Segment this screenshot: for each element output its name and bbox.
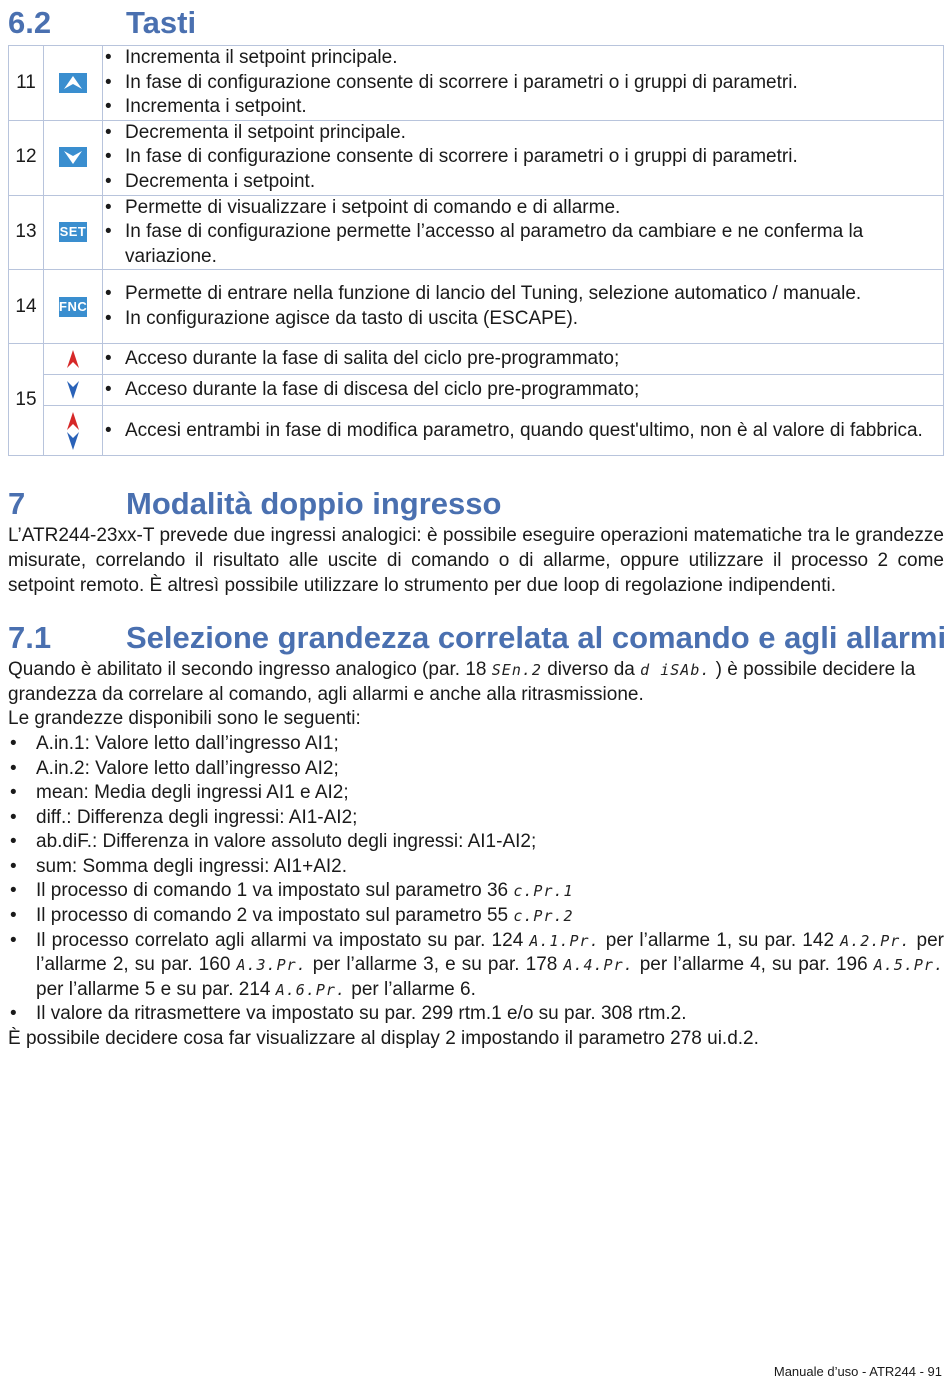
list-item: • Il processo di comando 2 va impostato sul parametro 55 c.Pr.2 — [36, 904, 944, 929]
fnc-key-icon: FNC — [59, 297, 87, 317]
list-item: • Il valore da ritrasmettere va impostato su par. 299 rtm.1 e/o su par. 308 rtm.2. — [36, 1002, 944, 1027]
set-key-icon: SET — [59, 222, 87, 242]
list-item: • Permette di entrare nella funzione di lancio del Tuning, selezione automatico / manuale. — [125, 282, 943, 307]
lcd-param-cpr1: c.Pr.1 — [513, 882, 574, 901]
led-up-down-arrows-icon — [66, 420, 80, 441]
list-item: • Decrementa i setpoint. — [125, 170, 943, 195]
lcd-param-a2pr: A.2.Pr. — [840, 931, 911, 950]
section-heading-7-1 — [8, 618, 947, 658]
lcd-param-a3pr: A.3.Pr. — [236, 956, 307, 975]
list-item: • In fase di configurazione permette l’accesso al parametro da cambiare e ne conferma la variazione. — [125, 220, 943, 269]
section-7-1-intro: Quando è abilitato il secondo ingresso analogico (par. 18 SEn.2 diverso da d iSAb. ) è possibile decidere la grandezza da correlare al comando, agli allarmi e anche alla ritrasmissione. — [8, 659, 916, 705]
lcd-param-a4pr: A.4.Pr. — [563, 956, 634, 975]
list-item: • diff.: Differenza degli ingressi: AI1-AI2; — [36, 806, 944, 831]
table-row — [9, 270, 944, 344]
section-number: 7 — [8, 486, 26, 522]
down-arrow-key-icon — [59, 147, 87, 167]
quantities-list — [8, 732, 944, 1027]
section-heading-7 — [8, 484, 944, 524]
led-up-arrow-icon — [66, 348, 80, 369]
list-item: • mean: Media degli ingressi AI1 e AI2; — [36, 781, 944, 806]
list-item: • Il processo di comando 1 va impostato sul parametro 36 c.Pr.1 — [36, 879, 944, 904]
lcd-param-sen2: SEn.2 — [491, 661, 542, 680]
table-row — [9, 120, 944, 195]
list-item: • In fase di configurazione consente di scorrere i parametri o i gruppi di parametri. — [125, 145, 943, 170]
section-title: Selezione grandezza correlata al comando e agli allarmi — [126, 620, 947, 656]
key-description-list — [103, 46, 943, 120]
up-arrow-key-icon — [59, 73, 87, 93]
list-item: • A.in.2: Valore letto dall’ingresso AI2; — [36, 757, 944, 782]
list-item: • In fase di configurazione consente di scorrere i parametri o i gruppi di parametri. — [125, 71, 943, 96]
section-7-paragraph: L’ATR244-23xx-T prevede due ingressi analogici: è possibile eseguire operazioni matematiche tra le grandezze misurate, correlando il risultato alle uscite di comando o di allarme, oppure utilizzare il processo 2 come setpoint remoto. È altresì possibile utilizzare lo strumento per due loop di regolazione indipendenti. — [8, 525, 944, 596]
section-number: 7.1 — [8, 620, 52, 656]
key-number: 15 — [9, 344, 44, 456]
key-number: 13 — [9, 195, 44, 270]
lcd-param-a6pr: A.6.Pr. — [275, 980, 346, 999]
key-description-list — [103, 196, 943, 270]
list-item: • A.in.1: Valore letto dall’ingresso AI1; — [36, 732, 944, 757]
section-heading-6-2 — [8, 3, 944, 43]
list-item: • In configurazione agisce da tasto di uscita (ESCAPE). — [125, 307, 943, 332]
list-item: • Accesi entrambi in fase di modifica parametro, quando quest'ultimo, non è al valore di fabbrica. — [125, 419, 943, 444]
list-item: • Incrementa i setpoint. — [125, 95, 943, 120]
manual-page — [8, 0, 947, 1052]
section-number: 6.2 — [8, 5, 52, 40]
list-item: • Acceso durante la fase di salita del ciclo pre-programmato; — [125, 347, 943, 372]
section-title: Modalità doppio ingresso — [126, 486, 502, 522]
section-title: Tasti — [126, 5, 197, 40]
closing-paragraph: È possibile decidere cosa far visualizzare al display 2 impostando il parametro 278 ui.d.2. — [8, 1028, 759, 1050]
page-footer: Manuale d’uso - ATR244 - 91 — [773, 1364, 942, 1379]
lcd-param-disab: d iSAb. — [640, 661, 711, 680]
lcd-param-a1pr: A.1.Pr. — [529, 931, 600, 950]
key-number: 14 — [9, 270, 44, 344]
key-description-list — [103, 282, 943, 331]
key-number: 11 — [9, 46, 44, 121]
table-row — [9, 195, 944, 270]
key-number: 12 — [9, 120, 44, 195]
list-item: • Permette di visualizzare i setpoint di comando e di allarme. — [125, 196, 943, 221]
list-lead: Le grandezze disponibili sono le seguenti: — [8, 708, 361, 730]
table-row — [9, 375, 944, 406]
lcd-param-a5pr: A.5.Pr. — [873, 956, 944, 975]
table-row — [9, 406, 944, 456]
list-item: • sum: Somma degli ingressi: AI1+AI2. — [36, 855, 944, 880]
keys-table — [8, 45, 944, 456]
key-description-list — [103, 121, 943, 195]
table-row — [9, 344, 944, 375]
list-item: • Incrementa il setpoint principale. — [125, 46, 943, 71]
table-row — [9, 46, 944, 121]
list-item: • Il processo correlato agli allarmi va impostato su par. 124 A.1.Pr. per l’allarme 1, su par. 142 A.2.Pr. per l’allarme 2, su par. 160 A.3.Pr. per l’allarme 3, e su par. 178 A.4.Pr. per l’allarme 4, su par. 196 A.5.Pr. per l’allarme 5 e su par. 214 A.6.Pr. per l’allarme 6. — [36, 929, 944, 1003]
lcd-param-cpr2: c.Pr.2 — [513, 907, 574, 926]
list-item: • Acceso durante la fase di discesa del ciclo pre-programmato; — [125, 378, 943, 403]
list-item: • Decrementa il setpoint principale. — [125, 121, 943, 146]
list-item: • ab.diF.: Differenza in valore assoluto degli ingressi: AI1-AI2; — [36, 830, 944, 855]
led-down-arrow-icon — [66, 379, 80, 400]
